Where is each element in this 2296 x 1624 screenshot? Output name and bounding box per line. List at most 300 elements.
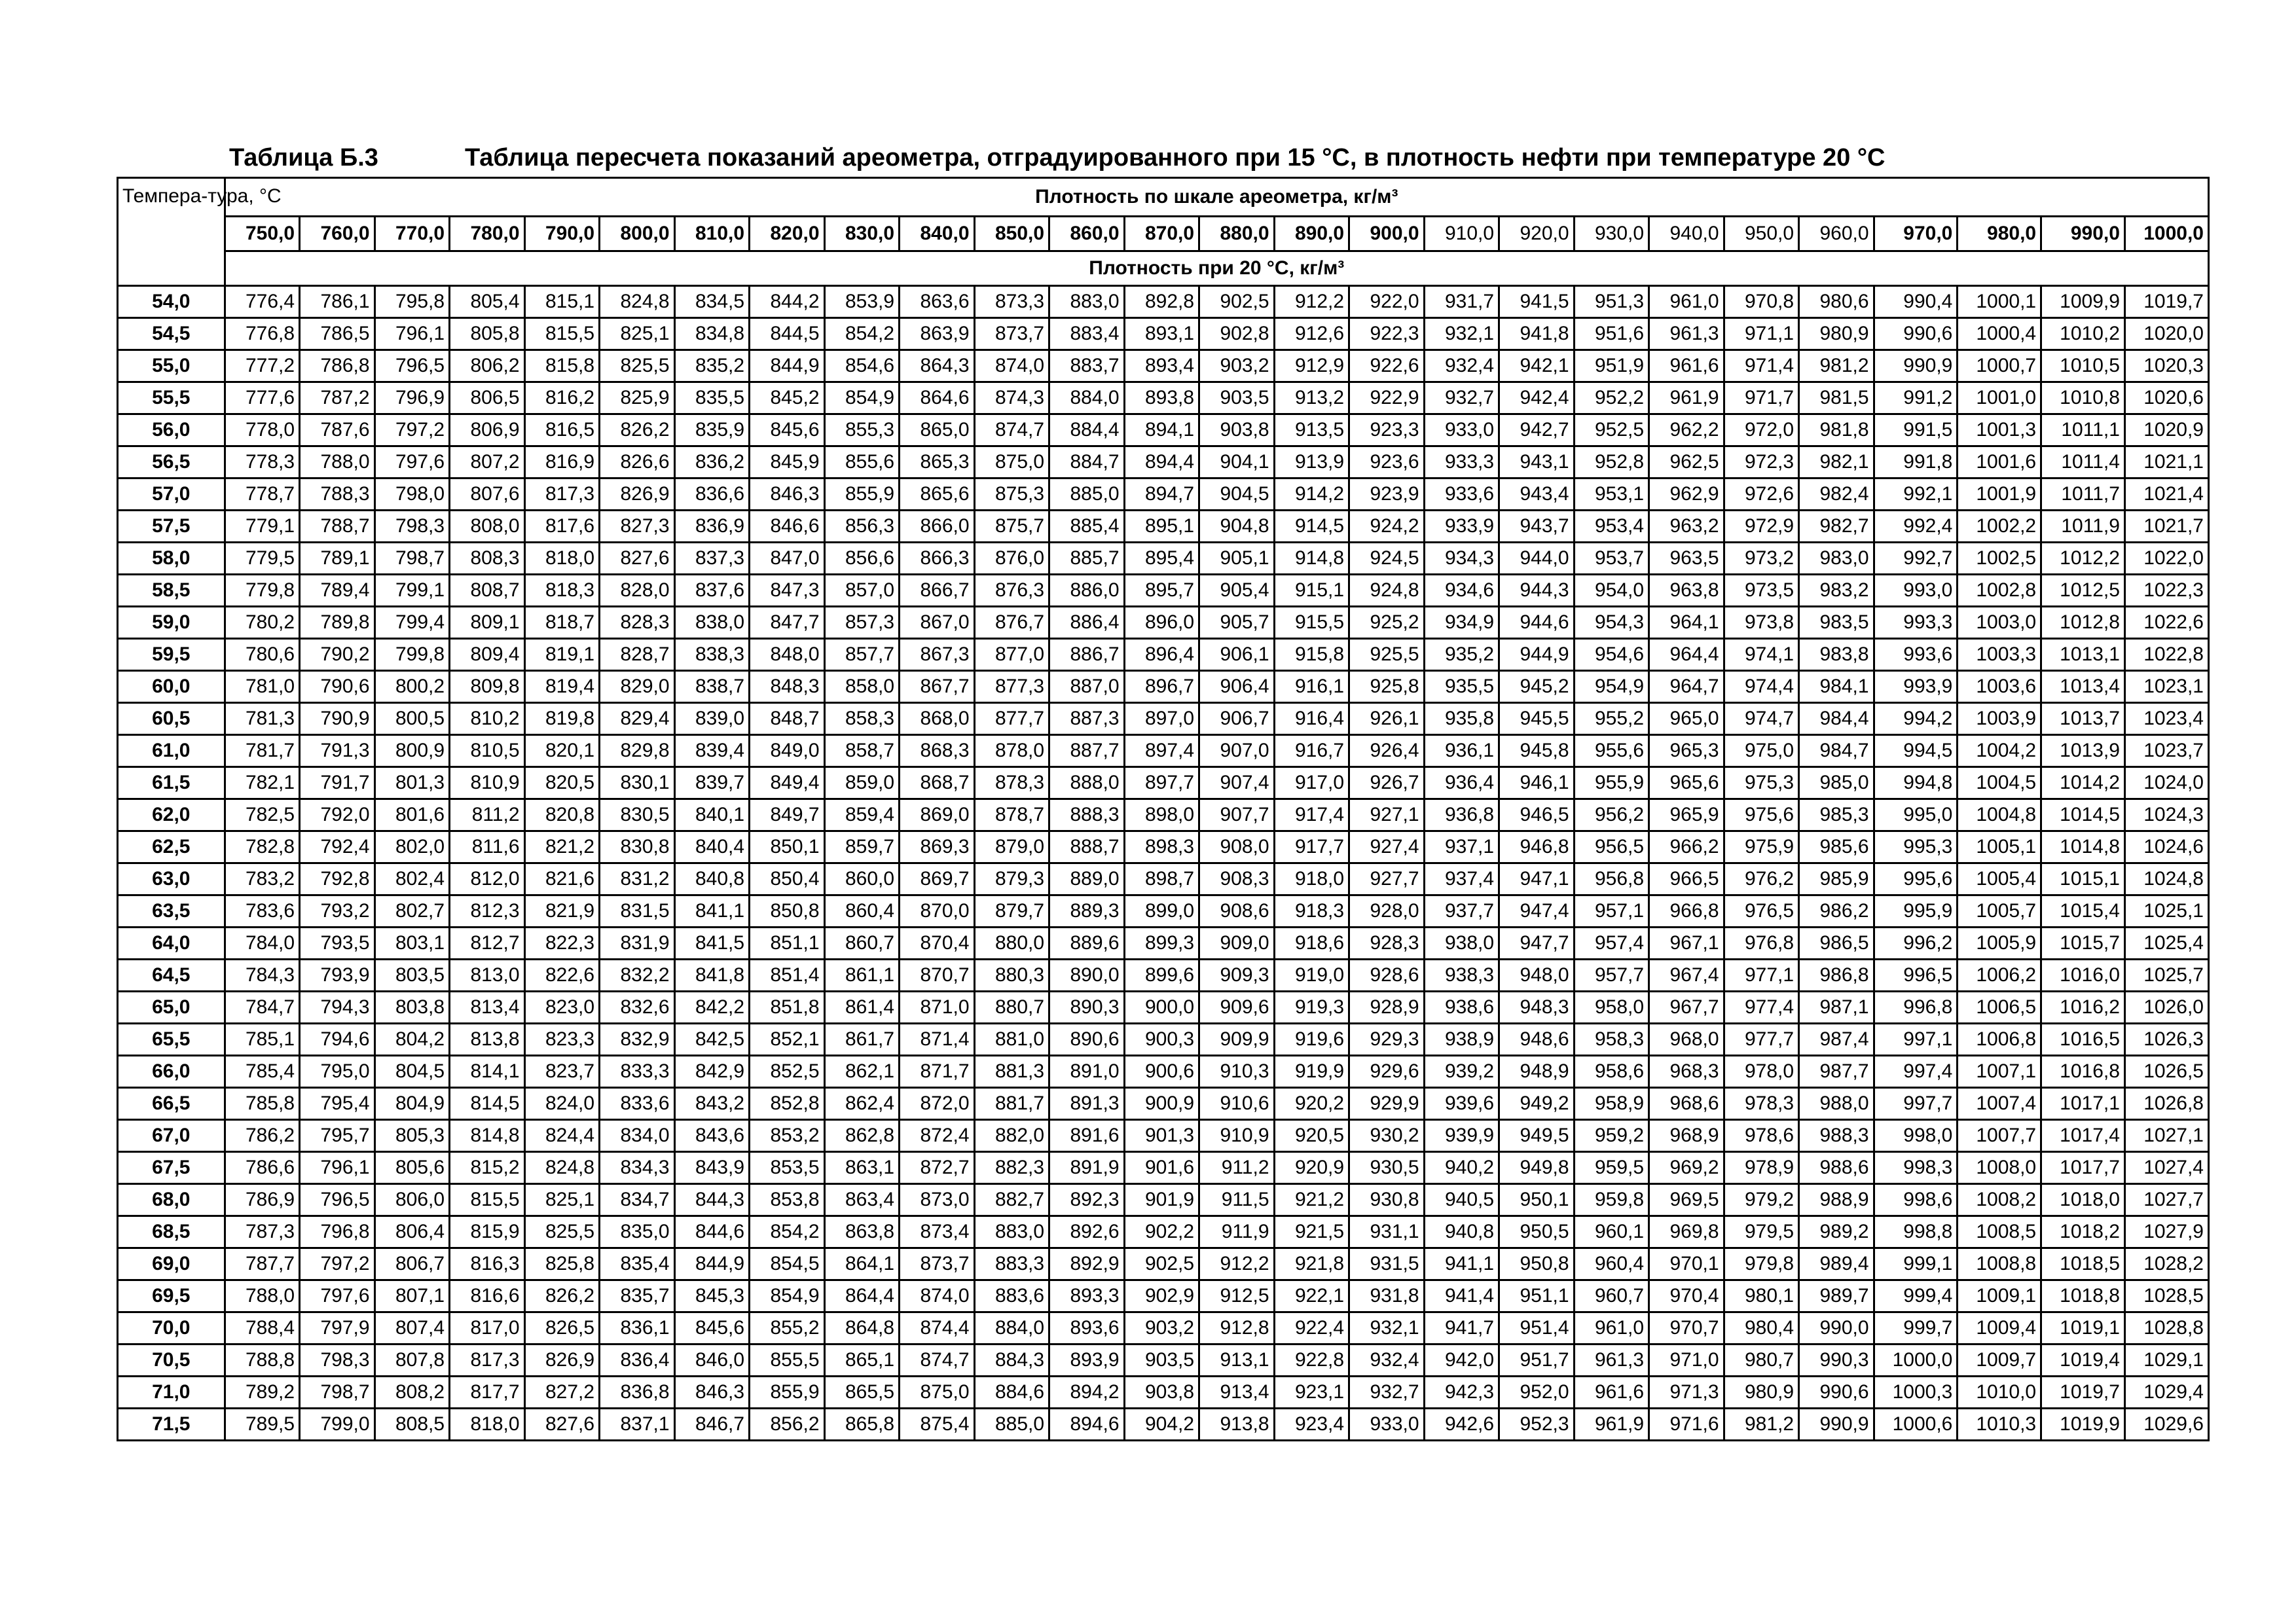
density-value-cell: 1019,7 — [2124, 286, 2208, 318]
density-value-cell: 861,4 — [824, 992, 900, 1024]
density-value-cell: 825,1 — [600, 318, 675, 350]
density-value-cell: 851,8 — [750, 992, 825, 1024]
density-value-cell: 952,2 — [1574, 382, 1649, 414]
density-value-cell: 968,9 — [1649, 1120, 1724, 1152]
density-value-cell: 1027,7 — [2124, 1184, 2208, 1216]
temperature-cell: 55,5 — [118, 382, 225, 414]
table-row — [118, 1280, 2209, 1312]
density-value-cell: 911,9 — [1199, 1216, 1275, 1248]
density-value-cell: 957,1 — [1574, 895, 1649, 928]
density-value-cell: 887,7 — [1049, 735, 1125, 767]
density-value-cell: 947,7 — [1499, 928, 1575, 960]
density-value-cell: 798,0 — [374, 478, 450, 511]
density-value-cell: 1027,1 — [2124, 1120, 2208, 1152]
density-value-cell: 834,8 — [674, 318, 750, 350]
density-column-header: 780,0 — [450, 217, 525, 251]
density-value-cell: 998,3 — [1874, 1152, 1958, 1184]
density-value-cell: 1023,7 — [2124, 735, 2208, 767]
table-row — [118, 1120, 2209, 1152]
density-value-cell: 918,0 — [1274, 863, 1349, 895]
density-column-header: 800,0 — [600, 217, 675, 251]
density-value-cell: 834,5 — [674, 286, 750, 318]
density-value-cell: 835,0 — [600, 1216, 675, 1248]
density-value-cell: 823,3 — [524, 1024, 600, 1056]
density-column-header: 950,0 — [1724, 217, 1799, 251]
density-value-cell: 1013,1 — [2041, 639, 2125, 671]
density-value-cell: 1021,1 — [2124, 446, 2208, 478]
density-value-cell: 912,2 — [1274, 286, 1349, 318]
density-value-cell: 912,6 — [1274, 318, 1349, 350]
density-value-cell: 914,2 — [1274, 478, 1349, 511]
temperature-cell: 57,5 — [118, 511, 225, 543]
density-value-cell: 1020,9 — [2124, 414, 2208, 446]
density-value-cell: 799,4 — [374, 607, 450, 639]
density-value-cell: 1005,4 — [1958, 863, 2041, 895]
density-value-cell: 1014,5 — [2041, 799, 2125, 831]
density-value-cell: 1003,6 — [1958, 671, 2041, 703]
temperature-cell: 61,0 — [118, 735, 225, 767]
density-value-cell: 960,7 — [1574, 1280, 1649, 1312]
density-value-cell: 996,8 — [1874, 992, 1958, 1024]
density-value-cell: 999,7 — [1874, 1312, 1958, 1344]
density-column-header: 840,0 — [900, 217, 975, 251]
density-value-cell: 851,4 — [750, 960, 825, 992]
density-value-cell: 1009,4 — [1958, 1312, 2041, 1344]
density-value-cell: 1009,9 — [2041, 286, 2125, 318]
density-value-cell: 926,4 — [1349, 735, 1425, 767]
temperature-cell: 62,5 — [118, 831, 225, 863]
density-value-cell: 1026,8 — [2124, 1088, 2208, 1120]
temperature-cell: 64,0 — [118, 928, 225, 960]
density-value-cell: 824,8 — [600, 286, 675, 318]
density-value-cell: 836,8 — [600, 1377, 675, 1409]
density-value-cell: 796,5 — [300, 1184, 375, 1216]
density-value-cell: 924,2 — [1349, 511, 1425, 543]
density-value-cell: 900,0 — [1124, 992, 1199, 1024]
density-column-header: 920,0 — [1499, 217, 1575, 251]
density-value-cell: 786,5 — [300, 318, 375, 350]
temperature-cell: 56,0 — [118, 414, 225, 446]
density-value-cell: 893,3 — [1049, 1280, 1125, 1312]
density-value-cell: 938,0 — [1424, 928, 1499, 960]
density-value-cell: 789,2 — [225, 1377, 300, 1409]
density-column-header: 900,0 — [1349, 217, 1425, 251]
density-value-cell: 886,7 — [1049, 639, 1125, 671]
density-value-cell: 837,6 — [674, 575, 750, 607]
density-value-cell: 925,8 — [1349, 671, 1425, 703]
density-value-cell: 942,3 — [1424, 1377, 1499, 1409]
density-value-cell: 887,0 — [1049, 671, 1125, 703]
density-value-cell: 865,6 — [900, 478, 975, 511]
density-value-cell: 823,7 — [524, 1056, 600, 1088]
density-value-cell: 814,5 — [450, 1088, 525, 1120]
density-value-cell: 987,1 — [1799, 992, 1874, 1024]
density-value-cell: 792,4 — [300, 831, 375, 863]
density-value-cell: 944,9 — [1499, 639, 1575, 671]
density-value-cell: 1011,1 — [2041, 414, 2125, 446]
table-row — [118, 639, 2209, 671]
density-value-cell: 908,6 — [1199, 895, 1275, 928]
density-value-cell: 854,5 — [750, 1248, 825, 1280]
density-value-cell: 986,5 — [1799, 928, 1874, 960]
density-value-cell: 970,1 — [1649, 1248, 1724, 1280]
density-value-cell: 802,0 — [374, 831, 450, 863]
density-value-cell: 994,5 — [1874, 735, 1958, 767]
density-value-cell: 963,2 — [1649, 511, 1724, 543]
density-value-cell: 966,5 — [1649, 863, 1724, 895]
table-row — [118, 1216, 2209, 1248]
density-value-cell: 988,9 — [1799, 1184, 1874, 1216]
density-value-cell: 1010,5 — [2041, 350, 2125, 382]
density-value-cell: 831,9 — [600, 928, 675, 960]
density-value-cell: 800,2 — [374, 671, 450, 703]
density-value-cell: 825,1 — [524, 1184, 600, 1216]
density-value-cell: 779,1 — [225, 511, 300, 543]
density-value-cell: 844,2 — [750, 286, 825, 318]
density-value-cell: 1017,4 — [2041, 1120, 2125, 1152]
density-column-header: 760,0 — [300, 217, 375, 251]
density-value-cell: 866,7 — [900, 575, 975, 607]
density-value-cell: 1022,3 — [2124, 575, 2208, 607]
density-value-cell: 940,5 — [1424, 1184, 1499, 1216]
density-value-cell: 980,9 — [1799, 318, 1874, 350]
density-value-cell: 958,3 — [1574, 1024, 1649, 1056]
density-value-cell: 954,0 — [1574, 575, 1649, 607]
density-value-cell: 961,3 — [1649, 318, 1724, 350]
density-value-cell: 818,7 — [524, 607, 600, 639]
density-value-cell: 1016,2 — [2041, 992, 2125, 1024]
density-value-cell: 1019,1 — [2041, 1312, 2125, 1344]
density-value-cell: 926,1 — [1349, 703, 1425, 735]
density-value-cell: 803,8 — [374, 992, 450, 1024]
temperature-cell: 63,0 — [118, 863, 225, 895]
density-value-cell: 1023,1 — [2124, 671, 2208, 703]
density-value-cell: 811,2 — [450, 799, 525, 831]
density-value-cell: 1026,5 — [2124, 1056, 2208, 1088]
density-value-cell: 917,7 — [1274, 831, 1349, 863]
density-value-cell: 848,3 — [750, 671, 825, 703]
density-value-cell: 875,4 — [900, 1409, 975, 1441]
density-value-cell: 1028,5 — [2124, 1280, 2208, 1312]
density-value-cell: 844,6 — [674, 1216, 750, 1248]
density-value-cell: 980,1 — [1724, 1280, 1799, 1312]
density-value-cell: 940,8 — [1424, 1216, 1499, 1248]
density-value-cell: 974,7 — [1724, 703, 1799, 735]
density-value-cell: 862,1 — [824, 1056, 900, 1088]
density-value-cell: 910,9 — [1199, 1120, 1275, 1152]
density-value-cell: 981,5 — [1799, 382, 1874, 414]
density-value-cell: 836,6 — [674, 478, 750, 511]
density-value-cell: 784,3 — [225, 960, 300, 992]
density-value-cell: 921,5 — [1274, 1216, 1349, 1248]
density-value-cell: 836,9 — [674, 511, 750, 543]
header-row-densities — [118, 217, 2209, 251]
density-value-cell: 895,4 — [1124, 543, 1199, 575]
density-value-cell: 793,9 — [300, 960, 375, 992]
density-value-cell: 937,4 — [1424, 863, 1499, 895]
density-value-cell: 951,7 — [1499, 1344, 1575, 1377]
density-value-cell: 853,8 — [750, 1184, 825, 1216]
density-value-cell: 986,8 — [1799, 960, 1874, 992]
density-value-cell: 809,8 — [450, 671, 525, 703]
table-row — [118, 1312, 2209, 1344]
table-row — [118, 382, 2209, 414]
density-column-header: 860,0 — [1049, 217, 1125, 251]
density-value-cell: 982,7 — [1799, 511, 1874, 543]
density-value-cell: 1021,4 — [2124, 478, 2208, 511]
density-value-cell: 826,9 — [524, 1344, 600, 1377]
density-value-cell: 875,7 — [974, 511, 1049, 543]
density-value-cell: 952,3 — [1499, 1409, 1575, 1441]
density-value-cell: 855,2 — [750, 1312, 825, 1344]
density-value-cell: 949,2 — [1499, 1088, 1575, 1120]
density-value-cell: 971,3 — [1649, 1377, 1724, 1409]
density-value-cell: 965,6 — [1649, 767, 1724, 799]
density-value-cell: 903,5 — [1124, 1344, 1199, 1377]
density-value-cell: 807,1 — [374, 1280, 450, 1312]
temperature-cell: 59,0 — [118, 607, 225, 639]
density-value-cell: 948,9 — [1499, 1056, 1575, 1088]
density-value-cell: 974,4 — [1724, 671, 1799, 703]
density-value-cell: 1016,0 — [2041, 960, 2125, 992]
density-value-cell: 986,2 — [1799, 895, 1874, 928]
density-value-cell: 854,2 — [750, 1216, 825, 1248]
density-value-cell: 979,2 — [1724, 1184, 1799, 1216]
density-value-cell: 865,0 — [900, 414, 975, 446]
density-value-cell: 1008,0 — [1958, 1152, 2041, 1184]
density-value-cell: 812,3 — [450, 895, 525, 928]
density-value-cell: 854,9 — [750, 1280, 825, 1312]
density-value-cell: 813,8 — [450, 1024, 525, 1056]
density-value-cell: 913,2 — [1274, 382, 1349, 414]
density-value-cell: 1017,7 — [2041, 1152, 2125, 1184]
density-value-cell: 793,5 — [300, 928, 375, 960]
density-value-cell: 944,6 — [1499, 607, 1575, 639]
density-value-cell: 945,8 — [1499, 735, 1575, 767]
density-value-cell: 816,2 — [524, 382, 600, 414]
density-value-cell: 1004,5 — [1958, 767, 2041, 799]
density-value-cell: 977,4 — [1724, 992, 1799, 1024]
density-value-cell: 960,1 — [1574, 1216, 1649, 1248]
density-value-cell: 1014,2 — [2041, 767, 2125, 799]
density-value-cell: 1026,0 — [2124, 992, 2208, 1024]
density-value-cell: 825,5 — [524, 1216, 600, 1248]
density-value-cell: 946,8 — [1499, 831, 1575, 863]
density-value-cell: 976,8 — [1724, 928, 1799, 960]
density-value-cell: 991,5 — [1874, 414, 1958, 446]
density-value-cell: 846,6 — [750, 511, 825, 543]
density-value-cell: 943,1 — [1499, 446, 1575, 478]
density-value-cell: 782,5 — [225, 799, 300, 831]
density-value-cell: 893,6 — [1049, 1312, 1125, 1344]
density-column-header: 990,0 — [2041, 217, 2125, 251]
density-value-cell: 808,7 — [450, 575, 525, 607]
density-value-cell: 855,6 — [824, 446, 900, 478]
density-value-cell: 805,8 — [450, 318, 525, 350]
temperature-cell: 63,5 — [118, 895, 225, 928]
density-value-cell: 818,0 — [450, 1409, 525, 1441]
density-value-cell: 922,3 — [1349, 318, 1425, 350]
density-value-cell: 924,8 — [1349, 575, 1425, 607]
density-value-cell: 987,7 — [1799, 1056, 1874, 1088]
density-value-cell: 922,8 — [1274, 1344, 1349, 1377]
density-value-cell: 908,0 — [1199, 831, 1275, 863]
density-value-cell: 801,3 — [374, 767, 450, 799]
density-value-cell: 792,8 — [300, 863, 375, 895]
density-value-cell: 878,3 — [974, 767, 1049, 799]
density-value-cell: 892,8 — [1124, 286, 1199, 318]
density-value-cell: 900,3 — [1124, 1024, 1199, 1056]
density-value-cell: 1007,4 — [1958, 1088, 2041, 1120]
density-value-cell: 817,7 — [450, 1377, 525, 1409]
density-value-cell: 874,7 — [974, 414, 1049, 446]
temperature-cell: 64,5 — [118, 960, 225, 992]
density-value-cell: 908,3 — [1199, 863, 1275, 895]
density-value-cell: 798,3 — [300, 1344, 375, 1377]
density-value-cell: 955,9 — [1574, 767, 1649, 799]
density-value-cell: 961,3 — [1574, 1344, 1649, 1377]
density-value-cell: 873,7 — [974, 318, 1049, 350]
density-value-cell: 967,7 — [1649, 992, 1724, 1024]
density-value-cell: 944,3 — [1499, 575, 1575, 607]
density-value-cell: 990,4 — [1874, 286, 1958, 318]
density-value-cell: 906,1 — [1199, 639, 1275, 671]
density-value-cell: 777,6 — [225, 382, 300, 414]
table-row — [118, 446, 2209, 478]
density-value-cell: 798,7 — [374, 543, 450, 575]
density-value-cell: 841,8 — [674, 960, 750, 992]
density-value-cell: 981,2 — [1724, 1409, 1799, 1441]
density-value-cell: 955,2 — [1574, 703, 1649, 735]
density-value-cell: 922,4 — [1274, 1312, 1349, 1344]
density-value-cell: 812,7 — [450, 928, 525, 960]
density-value-cell: 893,1 — [1124, 318, 1199, 350]
density-value-cell: 1024,3 — [2124, 799, 2208, 831]
density-value-cell: 954,3 — [1574, 607, 1649, 639]
density-value-cell: 936,1 — [1424, 735, 1499, 767]
density-value-cell: 795,0 — [300, 1056, 375, 1088]
density-value-cell: 864,1 — [824, 1248, 900, 1280]
density-value-cell: 813,4 — [450, 992, 525, 1024]
temperature-column-header: Темпера-тура, °C — [118, 178, 225, 286]
density-value-cell: 817,6 — [524, 511, 600, 543]
density-value-cell: 927,4 — [1349, 831, 1425, 863]
density-value-cell: 922,6 — [1349, 350, 1425, 382]
density-value-cell: 961,6 — [1649, 350, 1724, 382]
density-value-cell: 825,8 — [524, 1248, 600, 1280]
density-value-cell: 874,3 — [974, 382, 1049, 414]
table-row — [118, 1344, 2209, 1377]
density-value-cell: 838,7 — [674, 671, 750, 703]
density-value-cell: 826,2 — [524, 1280, 600, 1312]
density-value-cell: 879,3 — [974, 863, 1049, 895]
density-value-cell: 882,7 — [974, 1184, 1049, 1216]
density-value-cell: 867,3 — [900, 639, 975, 671]
temperature-cell: 66,5 — [118, 1088, 225, 1120]
density-value-cell: 955,6 — [1574, 735, 1649, 767]
density-value-cell: 1006,2 — [1958, 960, 2041, 992]
density-value-cell: 796,1 — [374, 318, 450, 350]
density-value-cell: 795,4 — [300, 1088, 375, 1120]
density-value-cell: 952,8 — [1574, 446, 1649, 478]
density-value-cell: 803,5 — [374, 960, 450, 992]
temperature-cell: 58,0 — [118, 543, 225, 575]
density-value-cell: 969,8 — [1649, 1216, 1724, 1248]
density-value-cell: 912,9 — [1274, 350, 1349, 382]
density-value-cell: 993,0 — [1874, 575, 1958, 607]
density-value-cell: 997,4 — [1874, 1056, 1958, 1088]
density-value-cell: 869,0 — [900, 799, 975, 831]
density-value-cell: 927,1 — [1349, 799, 1425, 831]
density-value-cell: 917,0 — [1274, 767, 1349, 799]
density-value-cell: 1013,7 — [2041, 703, 2125, 735]
table-row — [118, 671, 2209, 703]
density-value-cell: 1016,8 — [2041, 1056, 2125, 1088]
temperature-cell: 60,0 — [118, 671, 225, 703]
density-value-cell: 830,5 — [600, 799, 675, 831]
density-value-cell: 878,7 — [974, 799, 1049, 831]
density-value-cell: 844,5 — [750, 318, 825, 350]
density-value-cell: 870,4 — [900, 928, 975, 960]
density-value-cell: 904,5 — [1199, 478, 1275, 511]
density-value-cell: 840,4 — [674, 831, 750, 863]
temperature-cell: 54,0 — [118, 286, 225, 318]
density-value-cell: 914,5 — [1274, 511, 1349, 543]
density-value-cell: 821,2 — [524, 831, 600, 863]
density-value-cell: 916,1 — [1274, 671, 1349, 703]
density-value-cell: 799,8 — [374, 639, 450, 671]
temperature-cell: 68,0 — [118, 1184, 225, 1216]
density-value-cell: 825,5 — [600, 350, 675, 382]
density-column-header: 810,0 — [674, 217, 750, 251]
table-row — [118, 928, 2209, 960]
density-value-cell: 939,6 — [1424, 1088, 1499, 1120]
density-value-cell: 990,9 — [1799, 1409, 1874, 1441]
density-value-cell: 872,0 — [900, 1088, 975, 1120]
density-column-header: 770,0 — [374, 217, 450, 251]
density-value-cell: 804,2 — [374, 1024, 450, 1056]
density-value-cell: 915,8 — [1274, 639, 1349, 671]
density-value-cell: 884,0 — [974, 1312, 1049, 1344]
density-value-cell: 919,0 — [1274, 960, 1349, 992]
density-value-cell: 935,2 — [1424, 639, 1499, 671]
density-value-cell: 959,8 — [1574, 1184, 1649, 1216]
density-value-cell: 996,2 — [1874, 928, 1958, 960]
density-value-cell: 817,0 — [450, 1312, 525, 1344]
density-value-cell: 970,7 — [1649, 1312, 1724, 1344]
density-value-cell: 903,8 — [1199, 414, 1275, 446]
density-value-cell: 786,8 — [300, 350, 375, 382]
density-value-cell: 957,4 — [1574, 928, 1649, 960]
density-value-cell: 1001,9 — [1958, 478, 2041, 511]
density-value-cell: 802,4 — [374, 863, 450, 895]
density-value-cell: 844,9 — [674, 1248, 750, 1280]
density-value-cell: 801,6 — [374, 799, 450, 831]
density-value-cell: 1002,5 — [1958, 543, 2041, 575]
density-value-cell: 829,0 — [600, 671, 675, 703]
density-value-cell: 980,6 — [1799, 286, 1874, 318]
density-value-cell: 923,4 — [1274, 1409, 1349, 1441]
density-value-cell: 845,9 — [750, 446, 825, 478]
density-value-cell: 788,4 — [225, 1312, 300, 1344]
density-value-cell: 962,2 — [1649, 414, 1724, 446]
density-value-cell: 920,9 — [1274, 1152, 1349, 1184]
density-value-cell: 951,6 — [1574, 318, 1649, 350]
density-value-cell: 976,5 — [1724, 895, 1799, 928]
density-value-cell: 839,0 — [674, 703, 750, 735]
density-value-cell: 902,9 — [1124, 1280, 1199, 1312]
density-value-cell: 873,3 — [974, 286, 1049, 318]
